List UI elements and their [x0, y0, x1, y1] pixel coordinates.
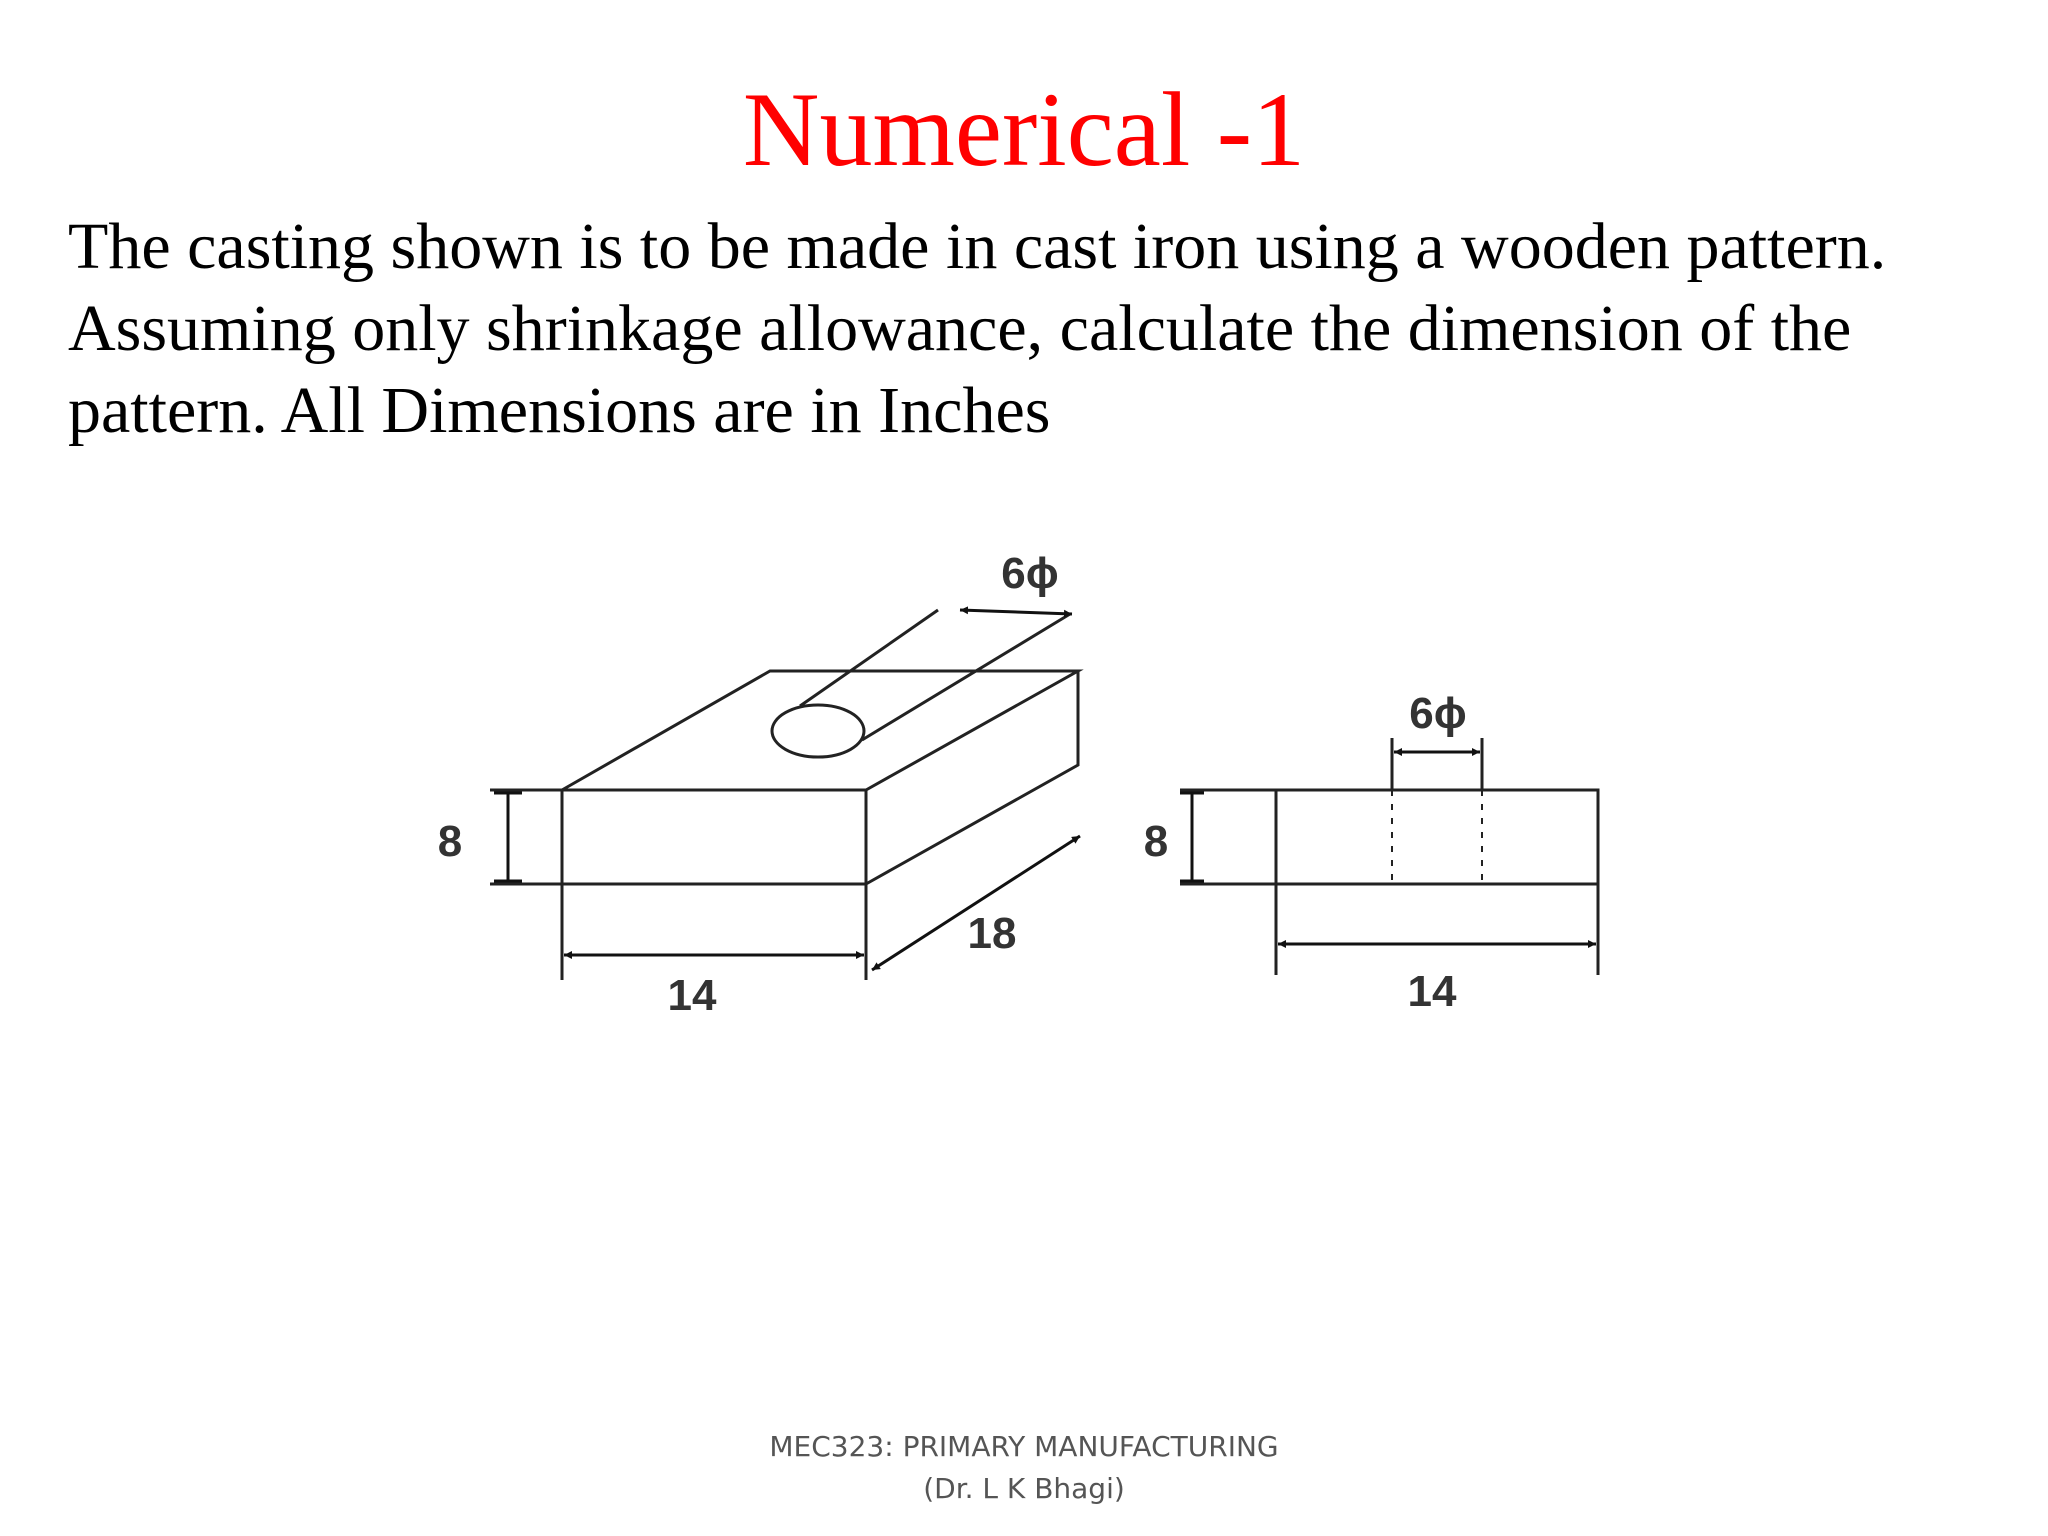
problem-line: The casting shown is to be made in cast iron using a wooden pattern.	[68, 210, 1887, 283]
side-hole-label: 6ϕ	[1409, 689, 1467, 738]
slide-footer	[0, 1426, 2048, 1510]
iso-height-label: 8	[437, 817, 463, 866]
hole-dimension-arrow	[960, 610, 1072, 614]
slide-title: Numerical -1	[742, 71, 1306, 188]
side-dimensions	[1180, 752, 1596, 944]
hole-top	[772, 705, 864, 757]
problem-line: Assuming only shrinkage allowance, calculate the dimension of the	[68, 292, 1852, 365]
footer-course: MEC323: PRIMARY MANUFACTURING	[769, 1430, 1279, 1463]
iso-width-label: 14	[667, 971, 717, 1020]
footer-author: (Dr. L K Bhagi)	[923, 1472, 1125, 1505]
side-width-label: 14	[1407, 967, 1457, 1016]
iso-hole-label: 6ϕ	[1001, 549, 1059, 598]
block-top-face	[562, 671, 1078, 790]
hole-edge-left	[800, 610, 938, 706]
block-side-face	[866, 671, 1078, 884]
side-height-label: 8	[1143, 817, 1169, 866]
side-view	[1180, 738, 1598, 975]
hole-edge-right	[862, 614, 1070, 740]
block-front-face	[562, 790, 866, 884]
iso-depth-label: 18	[967, 909, 1017, 958]
problem-line: pattern. All Dimensions are in Inches	[68, 374, 1051, 447]
side-block	[1276, 790, 1598, 884]
